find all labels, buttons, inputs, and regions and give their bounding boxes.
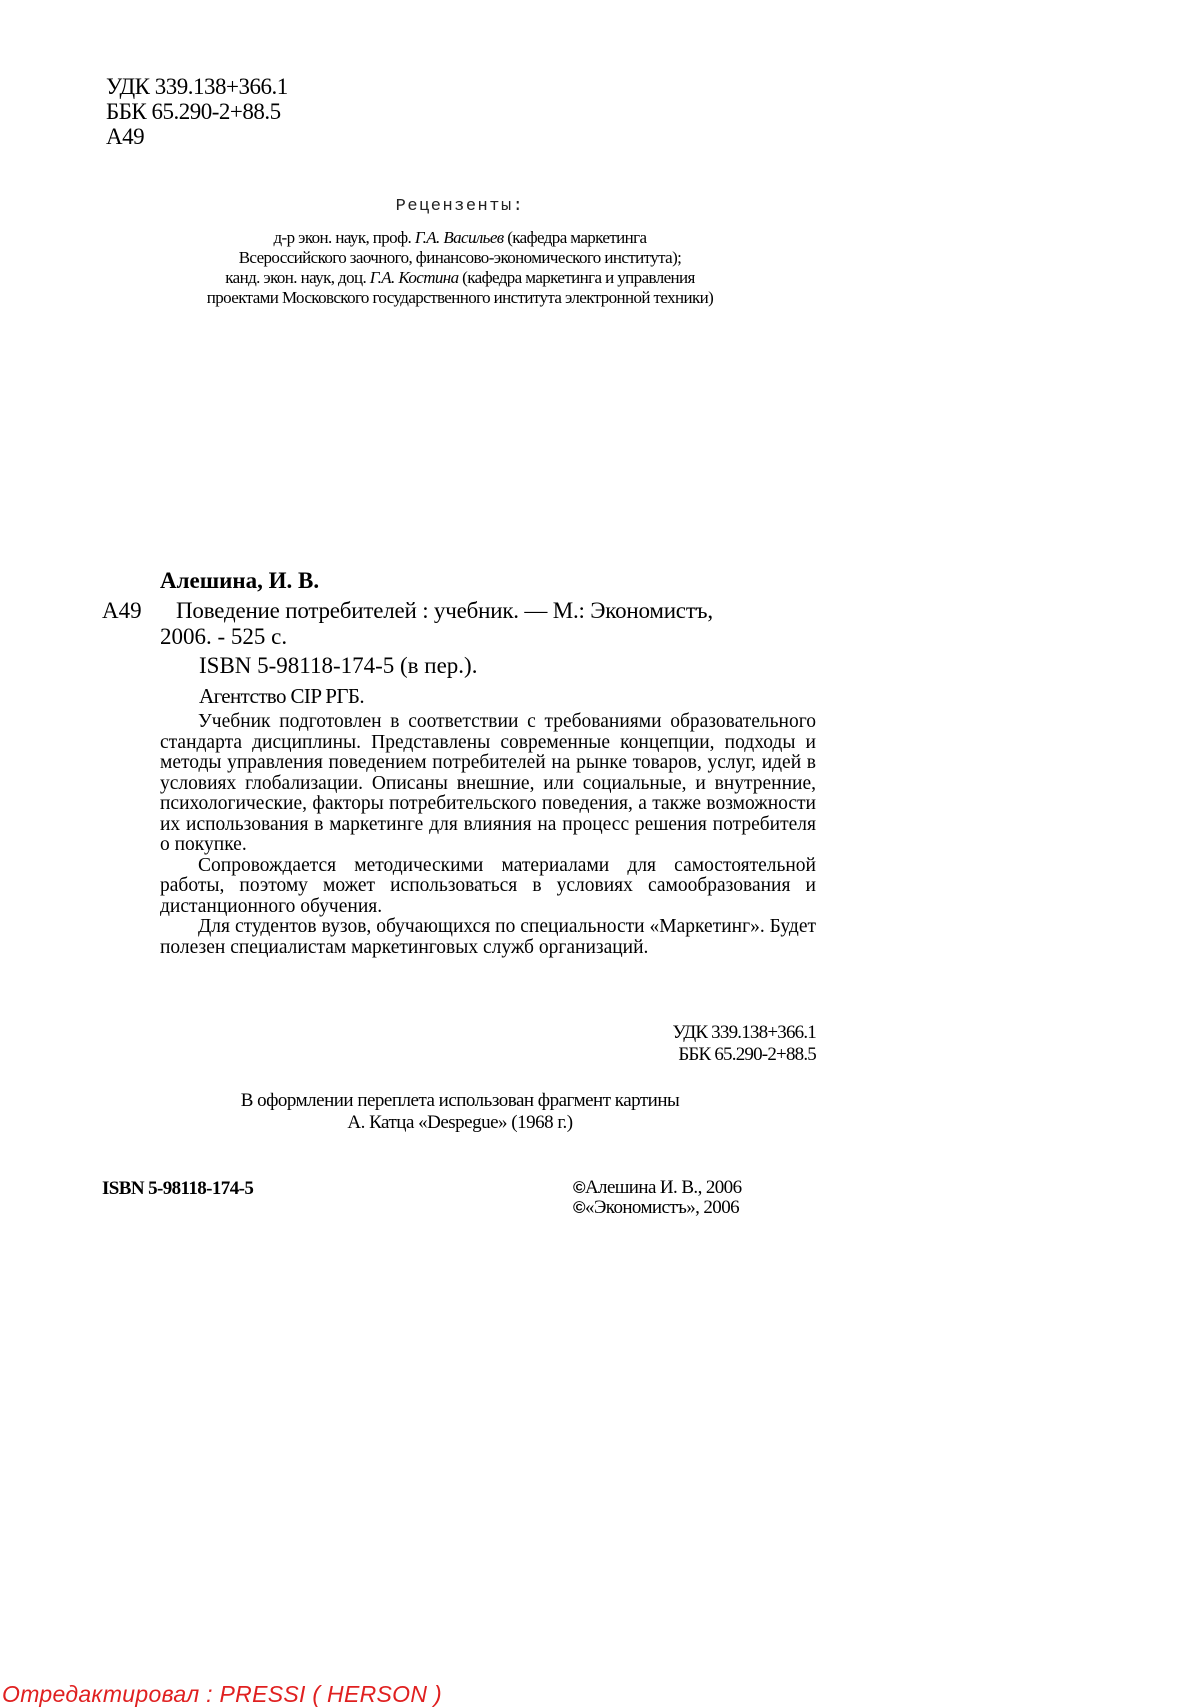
reviewer-1-degree: д-р экон. наук, проф. <box>273 228 415 247</box>
udk-code: УДК 339.138+366.1 <box>106 74 288 99</box>
reviewers-heading: Рецензенты: <box>395 197 525 216</box>
abstract-paragraph-1: Учебник подготовлен в соответствии с требованиями образовательного стандарта дисциплины. Представлены современные концепции, подходы и методы управления поведением потребителей на рынке товаров, услуг, идей в условиях глобализации. Описаны внешние, или социальные, и внутренние, психологические, факторы потребительского поведения, а также возможности их использования в маркетинге для влияния на процесс решения потребителя о покупке. <box>160 711 816 855</box>
editor-watermark: Отредактировал : PRESSI ( HERSON ) <box>2 1681 442 1707</box>
reviewer-line-3 <box>0 268 920 288</box>
copyright-block <box>573 1178 741 1218</box>
abstract-paragraph-3: Для студентов вузов, обучающихся по специальности «Маркетинг». Будет полезен специалистам маркетинговых служб организаций. <box>160 916 816 958</box>
book-title-line-2: 2006. - 525 с. <box>160 624 288 649</box>
book-title-line-1: Поведение потребителей : учебник. — М.: Экономистъ, <box>176 598 713 623</box>
classification-codes-right <box>560 1022 816 1066</box>
copyright-icon: © <box>573 1198 585 1217</box>
copyright-line-1 <box>573 1178 741 1198</box>
bbk-code: ББК 65.290-2+88.5 <box>106 99 281 124</box>
udk-code-right: УДК 339.138+366.1 <box>672 1022 816 1043</box>
abstract-paragraph-2: Сопровождается методическими материалами для самостоятельной работы, поэтому может использоваться в условиях самообразования и дистанционного обучения. <box>160 854 816 917</box>
cover-note <box>140 1090 780 1134</box>
reviewer-2-name: Г.А. Костина <box>369 268 459 287</box>
copyright-icon: © <box>573 1178 585 1197</box>
cover-note-line-1: В оформлении переплета использован фрагмент картины <box>240 1090 680 1111</box>
classification-codes <box>106 74 288 149</box>
entry-index-code: А49 <box>102 598 142 623</box>
bbk-code-right: ББК 65.290-2+88.5 <box>678 1044 816 1065</box>
abstract <box>160 712 816 958</box>
copyright-author: Алешина И. В., 2006 <box>584 1177 742 1198</box>
copyright-publisher: «Экономистъ», 2006 <box>584 1197 740 1218</box>
author-name: Алешина, И. В. <box>160 568 320 593</box>
reviewers-block <box>0 228 920 308</box>
reviewer-2-degree: канд. экон. наук, доц. <box>225 268 370 287</box>
reviewer-2-affiliation: (кафедра маркетинга и управления <box>458 268 695 287</box>
cover-note-line-2: А. Катца «Despegue» (1968 г.) <box>347 1112 573 1133</box>
reviewer-1-name: Г.А. Васильев <box>414 228 504 247</box>
reviewer-line-2: Всероссийского заочного, финансово-экономического института); <box>238 248 682 267</box>
reviewer-1-affiliation: (кафедра маркетинга <box>503 228 647 247</box>
reviewer-line-1 <box>0 228 920 248</box>
reviewer-line-4: проектами Московского государственного института электронной техники) <box>206 288 714 307</box>
index-code: А49 <box>106 124 145 149</box>
cip-agency: Агентство CIP РГБ. <box>199 684 364 708</box>
copyright-line-2 <box>573 1198 741 1218</box>
isbn-entry: ISBN 5-98118-174-5 (в пер.). <box>199 653 478 678</box>
isbn-footer: ISBN 5-98118-174-5 <box>102 1178 254 1199</box>
